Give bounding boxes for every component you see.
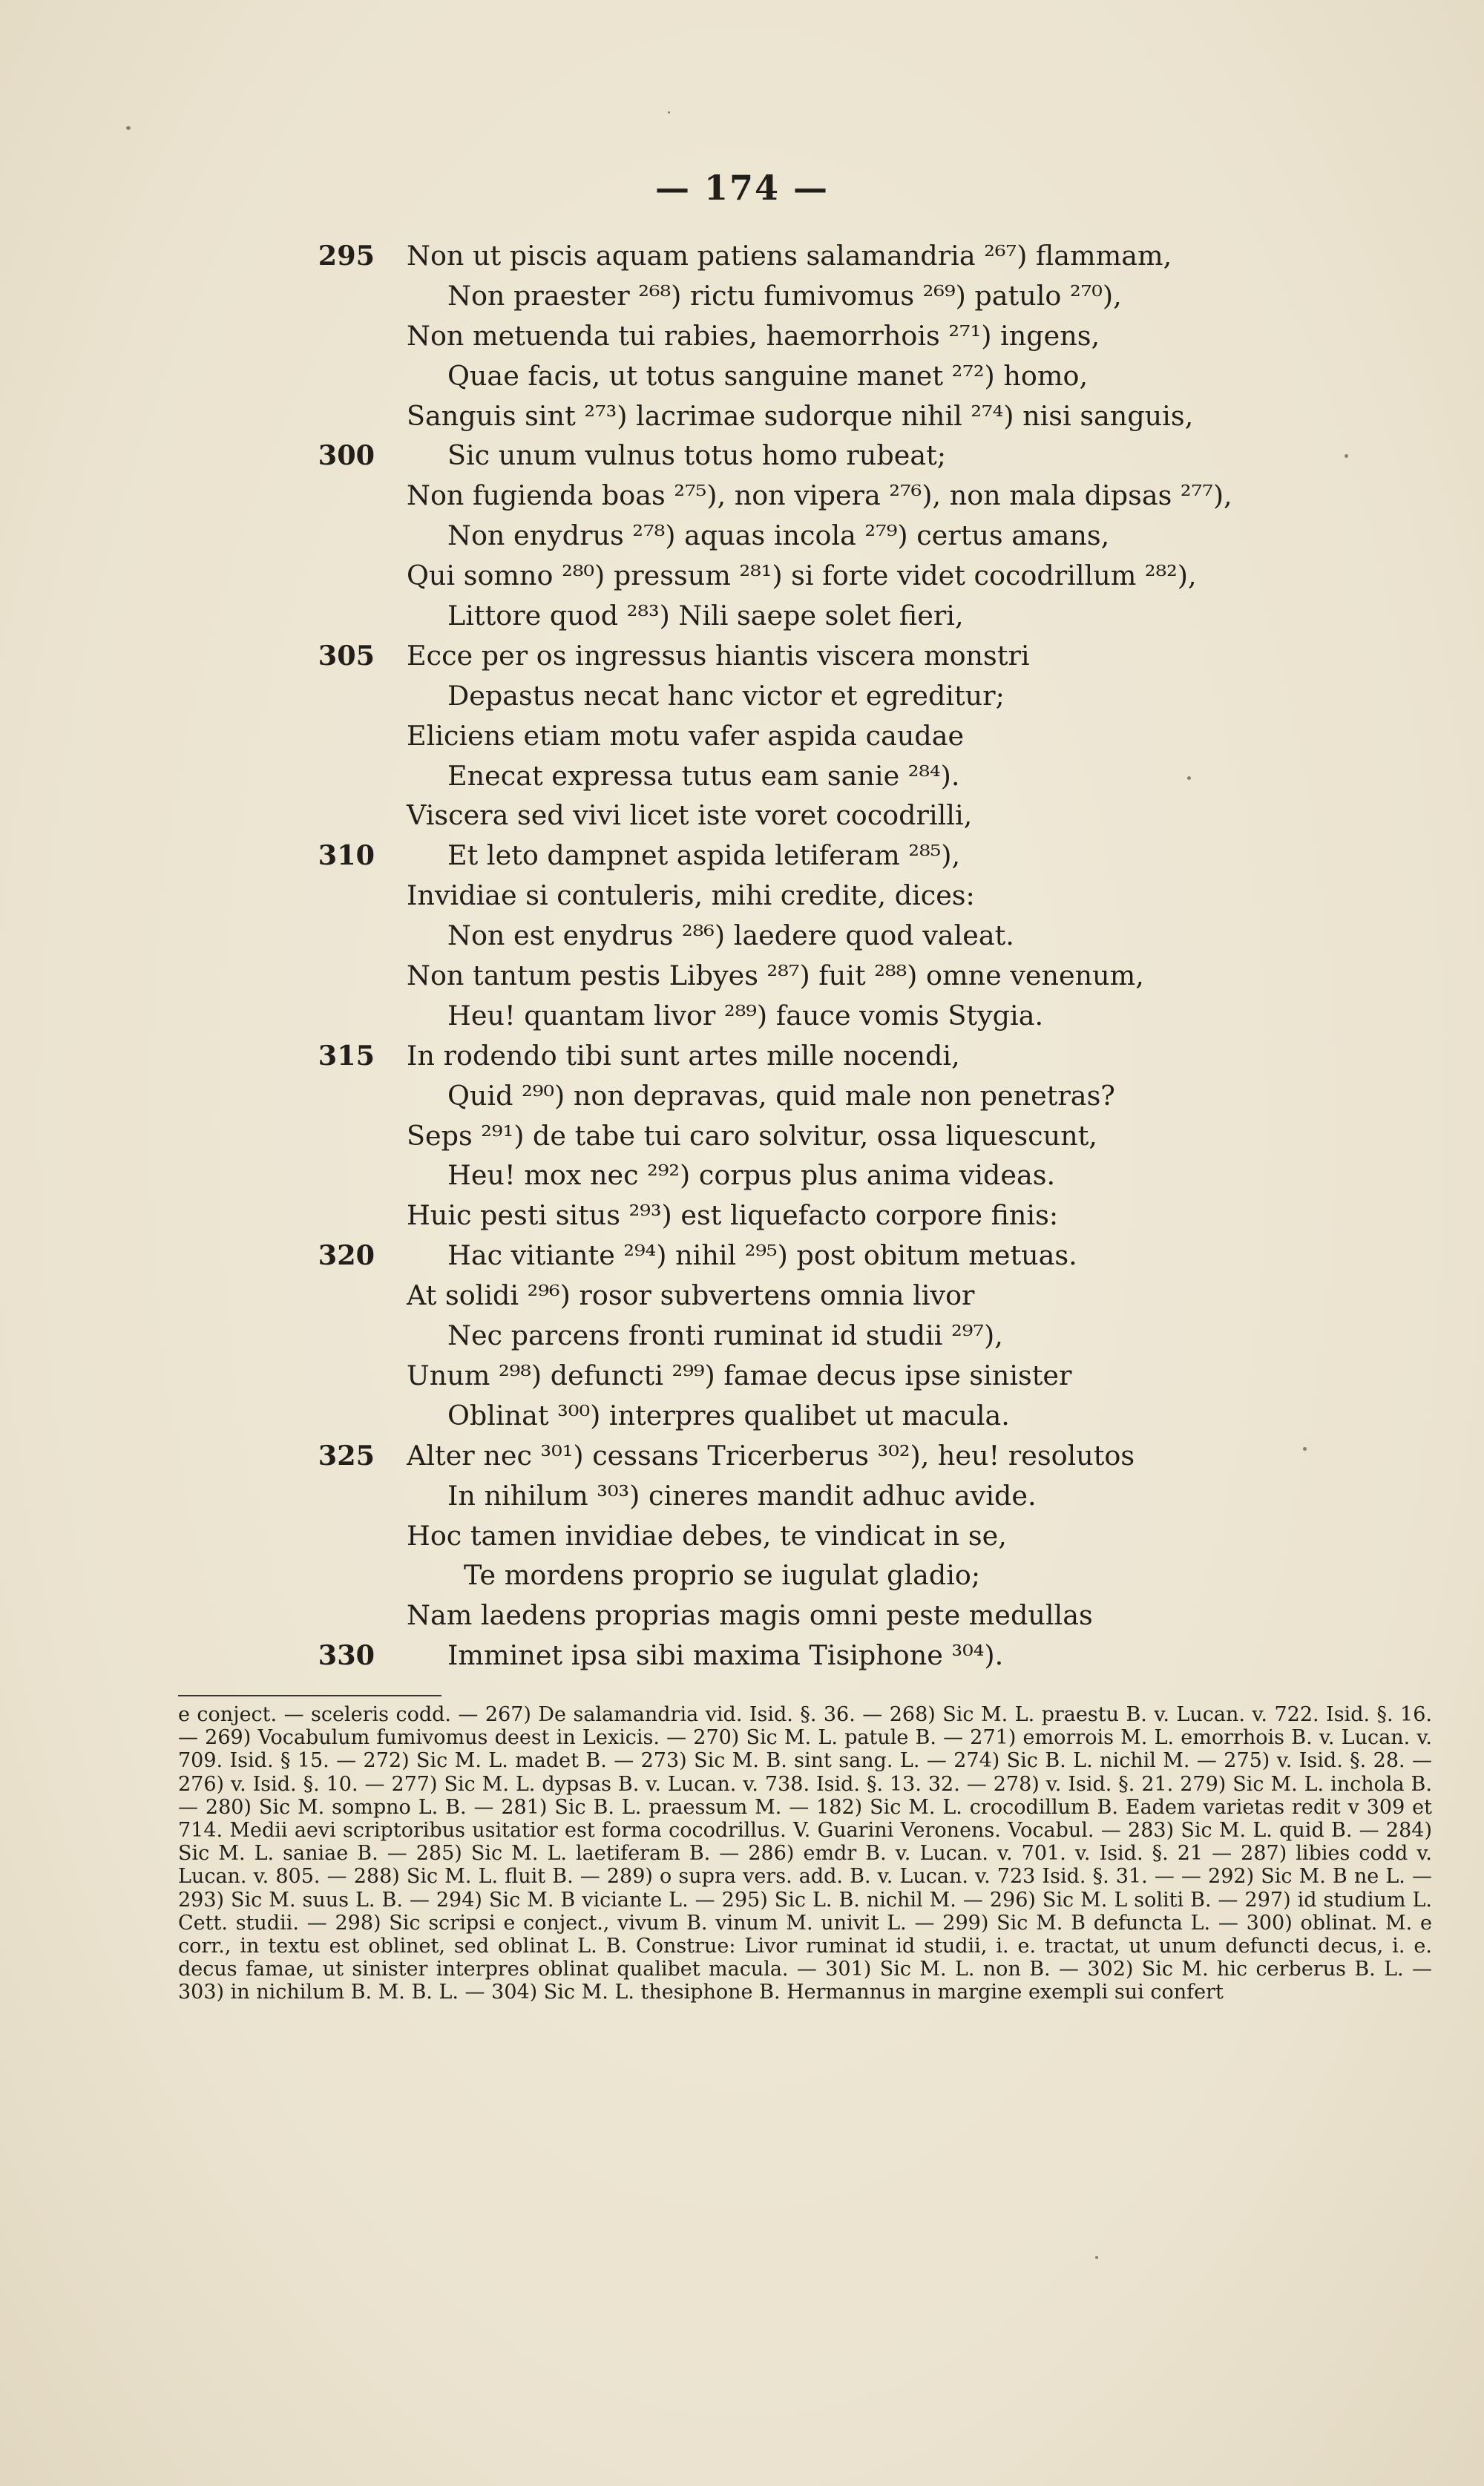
verse-number: 295 [318, 240, 375, 272]
verse-text: Non ut piscis aquam patiens salamandria ²⁶⁷) flammam, [407, 240, 1172, 272]
verse-line [0, 796, 1484, 836]
verse-text: In rodendo tibi sunt artes mille nocendi, [407, 1039, 960, 1072]
footnotes [178, 1703, 1432, 2004]
verse-line [0, 716, 1484, 756]
verse-line [0, 1396, 1484, 1436]
verse-text: Ecce per os ingressus hiantis viscera monstri [407, 639, 1030, 672]
verse-line [0, 676, 1484, 716]
verse-text: Sic unum vulnus totus homo rubeat; [447, 439, 947, 472]
verse-number: 320 [318, 1239, 375, 1272]
verse-text: Unum ²⁹⁸) defuncti ²⁹⁹) famae decus ipse sinister [407, 1359, 1072, 1391]
verse-text: Huic pesti situs ²⁹³) est liquefacto corpore finis: [407, 1199, 1059, 1232]
verse-text: Alter nec ³⁰¹) cessans Tricerberus ³⁰²), heu! resolutos [407, 1439, 1135, 1472]
verse-line [0, 476, 1484, 516]
verse-line [0, 1356, 1484, 1396]
verse-number: 325 [318, 1439, 375, 1472]
verse-line [0, 236, 1484, 276]
verse-number: 300 [318, 439, 375, 472]
verse-text: Quae facis, ut totus sanguine manet ²⁷²) homo, [447, 359, 1089, 392]
verse-text: Non est enydrus ²⁸⁶) laedere quod valeat. [447, 919, 1014, 952]
verse-line [0, 996, 1484, 1036]
verse-line [0, 1595, 1484, 1636]
verse-line [0, 1196, 1484, 1236]
verse-line [0, 316, 1484, 356]
verse-text: Littore quod ²⁸³) Nili saepe solet fieri, [447, 600, 964, 632]
verse-line [0, 356, 1484, 396]
verse-line [0, 1236, 1484, 1276]
verse-line [0, 1555, 1484, 1595]
verse-line [0, 516, 1484, 556]
verse-line [0, 956, 1484, 996]
verse-line [0, 596, 1484, 636]
verse-line [0, 756, 1484, 796]
verse-number: 310 [318, 839, 375, 872]
verse-text: Heu! mox nec ²⁹²) corpus plus anima videas. [447, 1159, 1056, 1192]
footnote-rule [178, 1695, 441, 1696]
verse-line [0, 1276, 1484, 1316]
verse-text: Quid ²⁹⁰) non depravas, quid male non penetras? [447, 1079, 1115, 1112]
verse-text: Te mordens proprio se iugulat gladio; [464, 1559, 981, 1592]
verse-line [0, 876, 1484, 916]
verse-line [0, 436, 1484, 476]
verse-line [0, 276, 1484, 316]
verse-text: Depastus necat hanc victor et egreditur; [447, 679, 1005, 712]
verse-line [0, 1155, 1484, 1196]
verse-line [0, 1316, 1484, 1356]
verse-line [0, 1116, 1484, 1156]
verse-number: 330 [318, 1639, 375, 1672]
verse-line [0, 556, 1484, 596]
verse-text: Nec parcens fronti ruminat id studii ²⁹⁷), [447, 1319, 1003, 1352]
verse-line [0, 636, 1484, 676]
verse-text: At solidi ²⁹⁶) rosor subvertens omnia livor [407, 1279, 975, 1312]
verse-line [0, 1036, 1484, 1076]
verse-text: Non tantum pestis Libyes ²⁸⁷) fuit ²⁸⁸) omne venenum, [407, 960, 1144, 992]
verse-text: Hoc tamen invidiae debes, te vindicat in se, [407, 1519, 1007, 1552]
verse-text: Hac vitiante ²⁹⁴) nihil ²⁹⁵) post obitum metuas. [447, 1239, 1077, 1272]
verse-text: Oblinat ³⁰⁰) interpres qualibet ut macula. [447, 1399, 1010, 1431]
verse-text: In nihilum ³⁰³) cineres mandit adhuc avide. [447, 1479, 1037, 1512]
verse-text: Non metuenda tui rabies, haemorrhois ²⁷¹) ingens, [407, 319, 1100, 352]
verse-text: Non enydrus ²⁷⁸) aquas incola ²⁷⁹) certus amans, [447, 519, 1110, 552]
verse-text: Heu! quantam livor ²⁸⁹) fauce vomis Stygia. [447, 999, 1044, 1032]
verse-text: Eliciens etiam motu vafer aspida caudae [407, 719, 965, 752]
verse-line [0, 836, 1484, 876]
verse-line [0, 916, 1484, 956]
verse-text: Non fugienda boas ²⁷⁵), non vipera ²⁷⁶), non mala dipsas ²⁷⁷), [407, 479, 1232, 512]
verse-line [0, 1516, 1484, 1556]
verse-text: Nam laedens proprias magis omni peste medullas [407, 1599, 1093, 1632]
verse-text: Enecat expressa tutus eam sanie ²⁸⁴). [447, 759, 960, 792]
verse-text: Et leto dampnet aspida letiferam ²⁸⁵), [447, 839, 961, 872]
verse-text: Non praester ²⁶⁸) rictu fumivomus ²⁶⁹) patulo ²⁷⁰), [447, 279, 1122, 312]
verse-text: Invidiae si contuleris, mihi credite, dices: [407, 879, 975, 912]
verse-number: 315 [318, 1039, 375, 1072]
verse-text: Seps ²⁹¹) de tabe tui caro solvitur, ossa liquescunt, [407, 1119, 1097, 1152]
verse-number: 305 [318, 639, 375, 672]
verse-text: Viscera sed vivi licet iste voret cocodrilli, [407, 799, 973, 832]
verse-block [0, 236, 1484, 1676]
verse-line [0, 1436, 1484, 1476]
page-number: — 174 — [654, 168, 830, 208]
verse-line [0, 1076, 1484, 1116]
verse-line [0, 1476, 1484, 1516]
verse-text: Qui somno ²⁸⁰) pressum ²⁸¹) si forte videt cocodrillum ²⁸²), [407, 560, 1197, 592]
verse-line [0, 1636, 1484, 1676]
footnote-text: e conject. — sceleris codd. — 267) De salamandria vid. Isid. §. 36. — 268) Sic M. L. praestu B. v. Lucan. v. 722. Isid. §. 16. — 269) Vocabulum fumivomus deest in Lexicis. — 270) Sic M. L. patule B. — 271) emorrois M. L. emorrhois B. v. Lucan. v. 709. Isid. § 15. — 272) Sic M. L. madet B. — 273) Sic M. B. sint sang. L. — 274) Sic B. L. nichil M. — 275) v. Isid. §. 28. — 276) v. Isid. §. 10. — 277) Sic M. L. dypsas B. v. Lucan. v. 738. Isid. §. 13. 32. — 278) v. Isid. §. 21. 279) Sic M. L. inchola B. — 280) Sic M. sompno L. B. — 281) Sic B. L. praessum M. — 182) Sic M. L. crocodillum B. Eadem varietas redit v 309 et 714. Medii aevi scriptoribus usitatior est forma cocodrillus. V. Guarini Veronens. Vocabul. — 283) Sic M. L. quid B. — 284) Sic M. L. saniae B. — 285) Sic M. L. laetiferam B. — 286) emdr B. v. Lucan. v. 701. v. Isid. §. 21 — 287) libies codd v. Lucan. v. 805. — 288) Sic M. L. fluit B. — 289) o supra vers. add. B. v. Lucan. v. 723 Isid. §. 31. — — 292) Sic M. B ne L. — 293) Sic M. suus L. B. — 294) Sic M. B viciante L. — 295) Sic L. B. nichil M. — 296) Sic M. L soliti B. — 297) id studium L. Cett. studii. — 298) Sic scripsi e conject., vivum B. vinum M. univit L. — 299) Sic M. B defuncta L. — 300) oblinat. M. e corr., in textu est oblinet, sed oblinat L. B. Construe: Livor ruminat id studii, i. e. tractat, ut unum defuncti decus, i. e. decus famae, ut sinister interpres oblinat qualibet macula. — 301) Sic M. L. non B. — 302) Sic M. hic cerberus B. L. — 303) in nichilum B. M. B. L. — 304) Sic M. L. thesiphone B. Hermannus in margine exempli sui confert [178, 1703, 1432, 2004]
verse-text: Imminet ipsa sibi maxima Tisiphone ³⁰⁴). [447, 1639, 1004, 1672]
verse-text: Sanguis sint ²⁷³) lacrimae sudorque nihil ²⁷⁴) nisi sanguis, [407, 399, 1194, 432]
verse-line [0, 396, 1484, 436]
